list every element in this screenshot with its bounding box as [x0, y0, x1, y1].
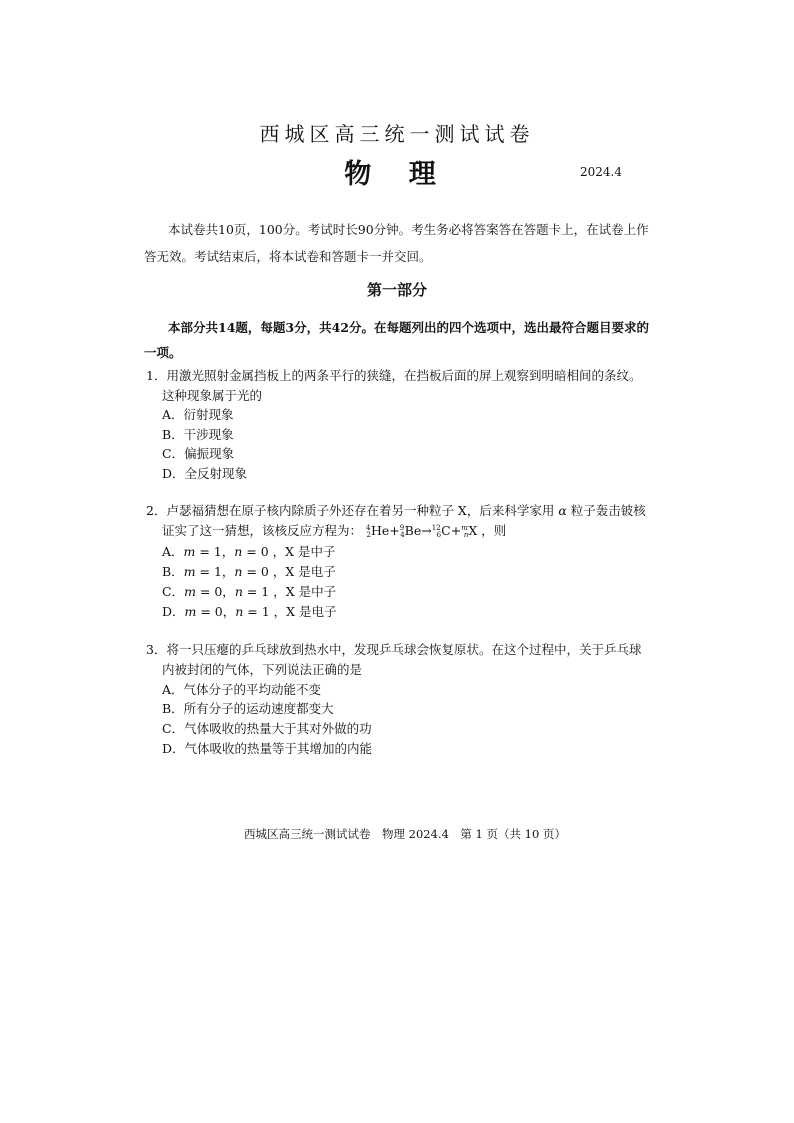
- q3-option-a: A．气体分子的平均动能不变: [162, 682, 322, 697]
- option-label: A．: [162, 544, 184, 559]
- q2-stem-line-2: [162, 521, 506, 539]
- q2-option-a: [162, 542, 336, 560]
- q1-option-c: C．偏振现象: [162, 446, 235, 461]
- plus-2: +: [450, 523, 462, 538]
- value-m: = 1，: [195, 544, 235, 559]
- var-m: m: [183, 544, 196, 559]
- c-mass-number: 12: [431, 524, 441, 532]
- var-n: n: [235, 604, 244, 619]
- section-title: 第一部分: [366, 281, 427, 299]
- value-n: = 0 ，X 是中子: [242, 544, 336, 559]
- be-mass-number: 9: [399, 524, 405, 532]
- option-label: C．: [162, 584, 185, 599]
- page-footer: 西城区高三统一测试试卷 物理 2024.4 第 1 页（共 10 页）: [244, 827, 566, 841]
- q2-stem-line-1: [146, 501, 646, 519]
- q3-option-c: C．气体吸收的热量大于其对外做的功: [162, 721, 372, 736]
- q2-option-c: [162, 582, 336, 600]
- var-m: m: [184, 584, 196, 599]
- value-m: = 0，: [196, 604, 236, 619]
- intro-line-2: 答无效。考试结束后，将本试卷和答题卡一并交回。: [144, 249, 432, 264]
- x-charge-number: n: [463, 531, 469, 539]
- option-label: D．: [162, 604, 185, 619]
- alpha-symbol: α: [558, 503, 567, 518]
- q1-option-d: D．全反射现象: [162, 466, 248, 481]
- he-mass-number: 4: [366, 524, 371, 532]
- plus-1: +: [389, 523, 400, 538]
- value-m: = 0，: [195, 584, 235, 599]
- subject-title: 物 理: [344, 159, 450, 190]
- value-n: = 0 ，X 是电子: [242, 564, 336, 579]
- be-symbol: Be: [404, 523, 422, 538]
- var-m: m: [184, 604, 197, 619]
- q2-option-b: [162, 562, 336, 580]
- exam-date: 2024.4: [580, 165, 622, 179]
- q2-stem-text-c: 证实了这一猜想，该核反应方程为：: [162, 523, 363, 538]
- q2-stem-text-b: 粒子轰击铍核: [566, 503, 646, 518]
- var-n: n: [234, 584, 243, 599]
- value-n: = 1 ，X 是中子: [242, 584, 337, 599]
- x-mass-number: m: [461, 524, 468, 532]
- intro-line-1: 本试卷共10页，100分。考试时长90分钟。考生务必将答案答在答题卡上，在试卷上作: [168, 222, 649, 237]
- q3-option-b: B．所有分子的运动速度都变大: [162, 701, 334, 716]
- q3-stem-line-1: 3．将一只压瘪的乒乓球放到热水中，发现乒乓球会恢复原状。在这个过程中，关于乒乓球: [146, 642, 642, 657]
- be-charge-number: 4: [400, 531, 405, 539]
- q1-option-b: B．干涉现象: [162, 427, 234, 442]
- q2-stem-text-a: 2．卢瑟福猜想在原子核内除质子外还存在着另一种粒子 X，后来科学家用: [146, 503, 559, 518]
- var-n: n: [234, 564, 243, 579]
- value-n: = 1 ，X 是电子: [243, 604, 337, 619]
- var-m: m: [183, 564, 196, 579]
- var-n: n: [234, 544, 243, 559]
- he-symbol: He: [370, 523, 390, 538]
- option-label: B．: [162, 564, 184, 579]
- he-charge-number: 2: [366, 531, 371, 539]
- reaction-arrow: →: [421, 523, 432, 538]
- c-symbol: C: [441, 523, 451, 538]
- q2-option-d: [162, 602, 337, 620]
- q2-stem-text-d: ，则: [481, 523, 507, 538]
- q1-stem-line-1: 1．用激光照射金属挡板上的两条平行的狭缝，在挡板后面的屏上观察到明暗相间的条纹。: [146, 368, 642, 383]
- q3-stem-line-2: 内被封闭的气体，下列说法正确的是: [162, 662, 363, 677]
- q3-option-d: D．气体吸收的热量等于其增加的内能: [162, 741, 373, 756]
- q1-stem-line-2: 这种现象属于光的: [162, 388, 263, 403]
- x-symbol: X: [468, 523, 478, 538]
- section-instruction-1: 本部分共14题，每题3分，共42分。在每题列出的四个选项中，选出最符合题目要求的: [168, 320, 649, 335]
- value-m: = 1，: [195, 564, 235, 579]
- exam-title: 西城区高三统一测试试卷: [259, 122, 535, 146]
- section-instruction-2: 一项。: [144, 345, 182, 360]
- c-charge-number: 6: [436, 531, 442, 539]
- nuclear-equation: [366, 523, 481, 538]
- q1-option-a: A．衍射现象: [162, 407, 234, 422]
